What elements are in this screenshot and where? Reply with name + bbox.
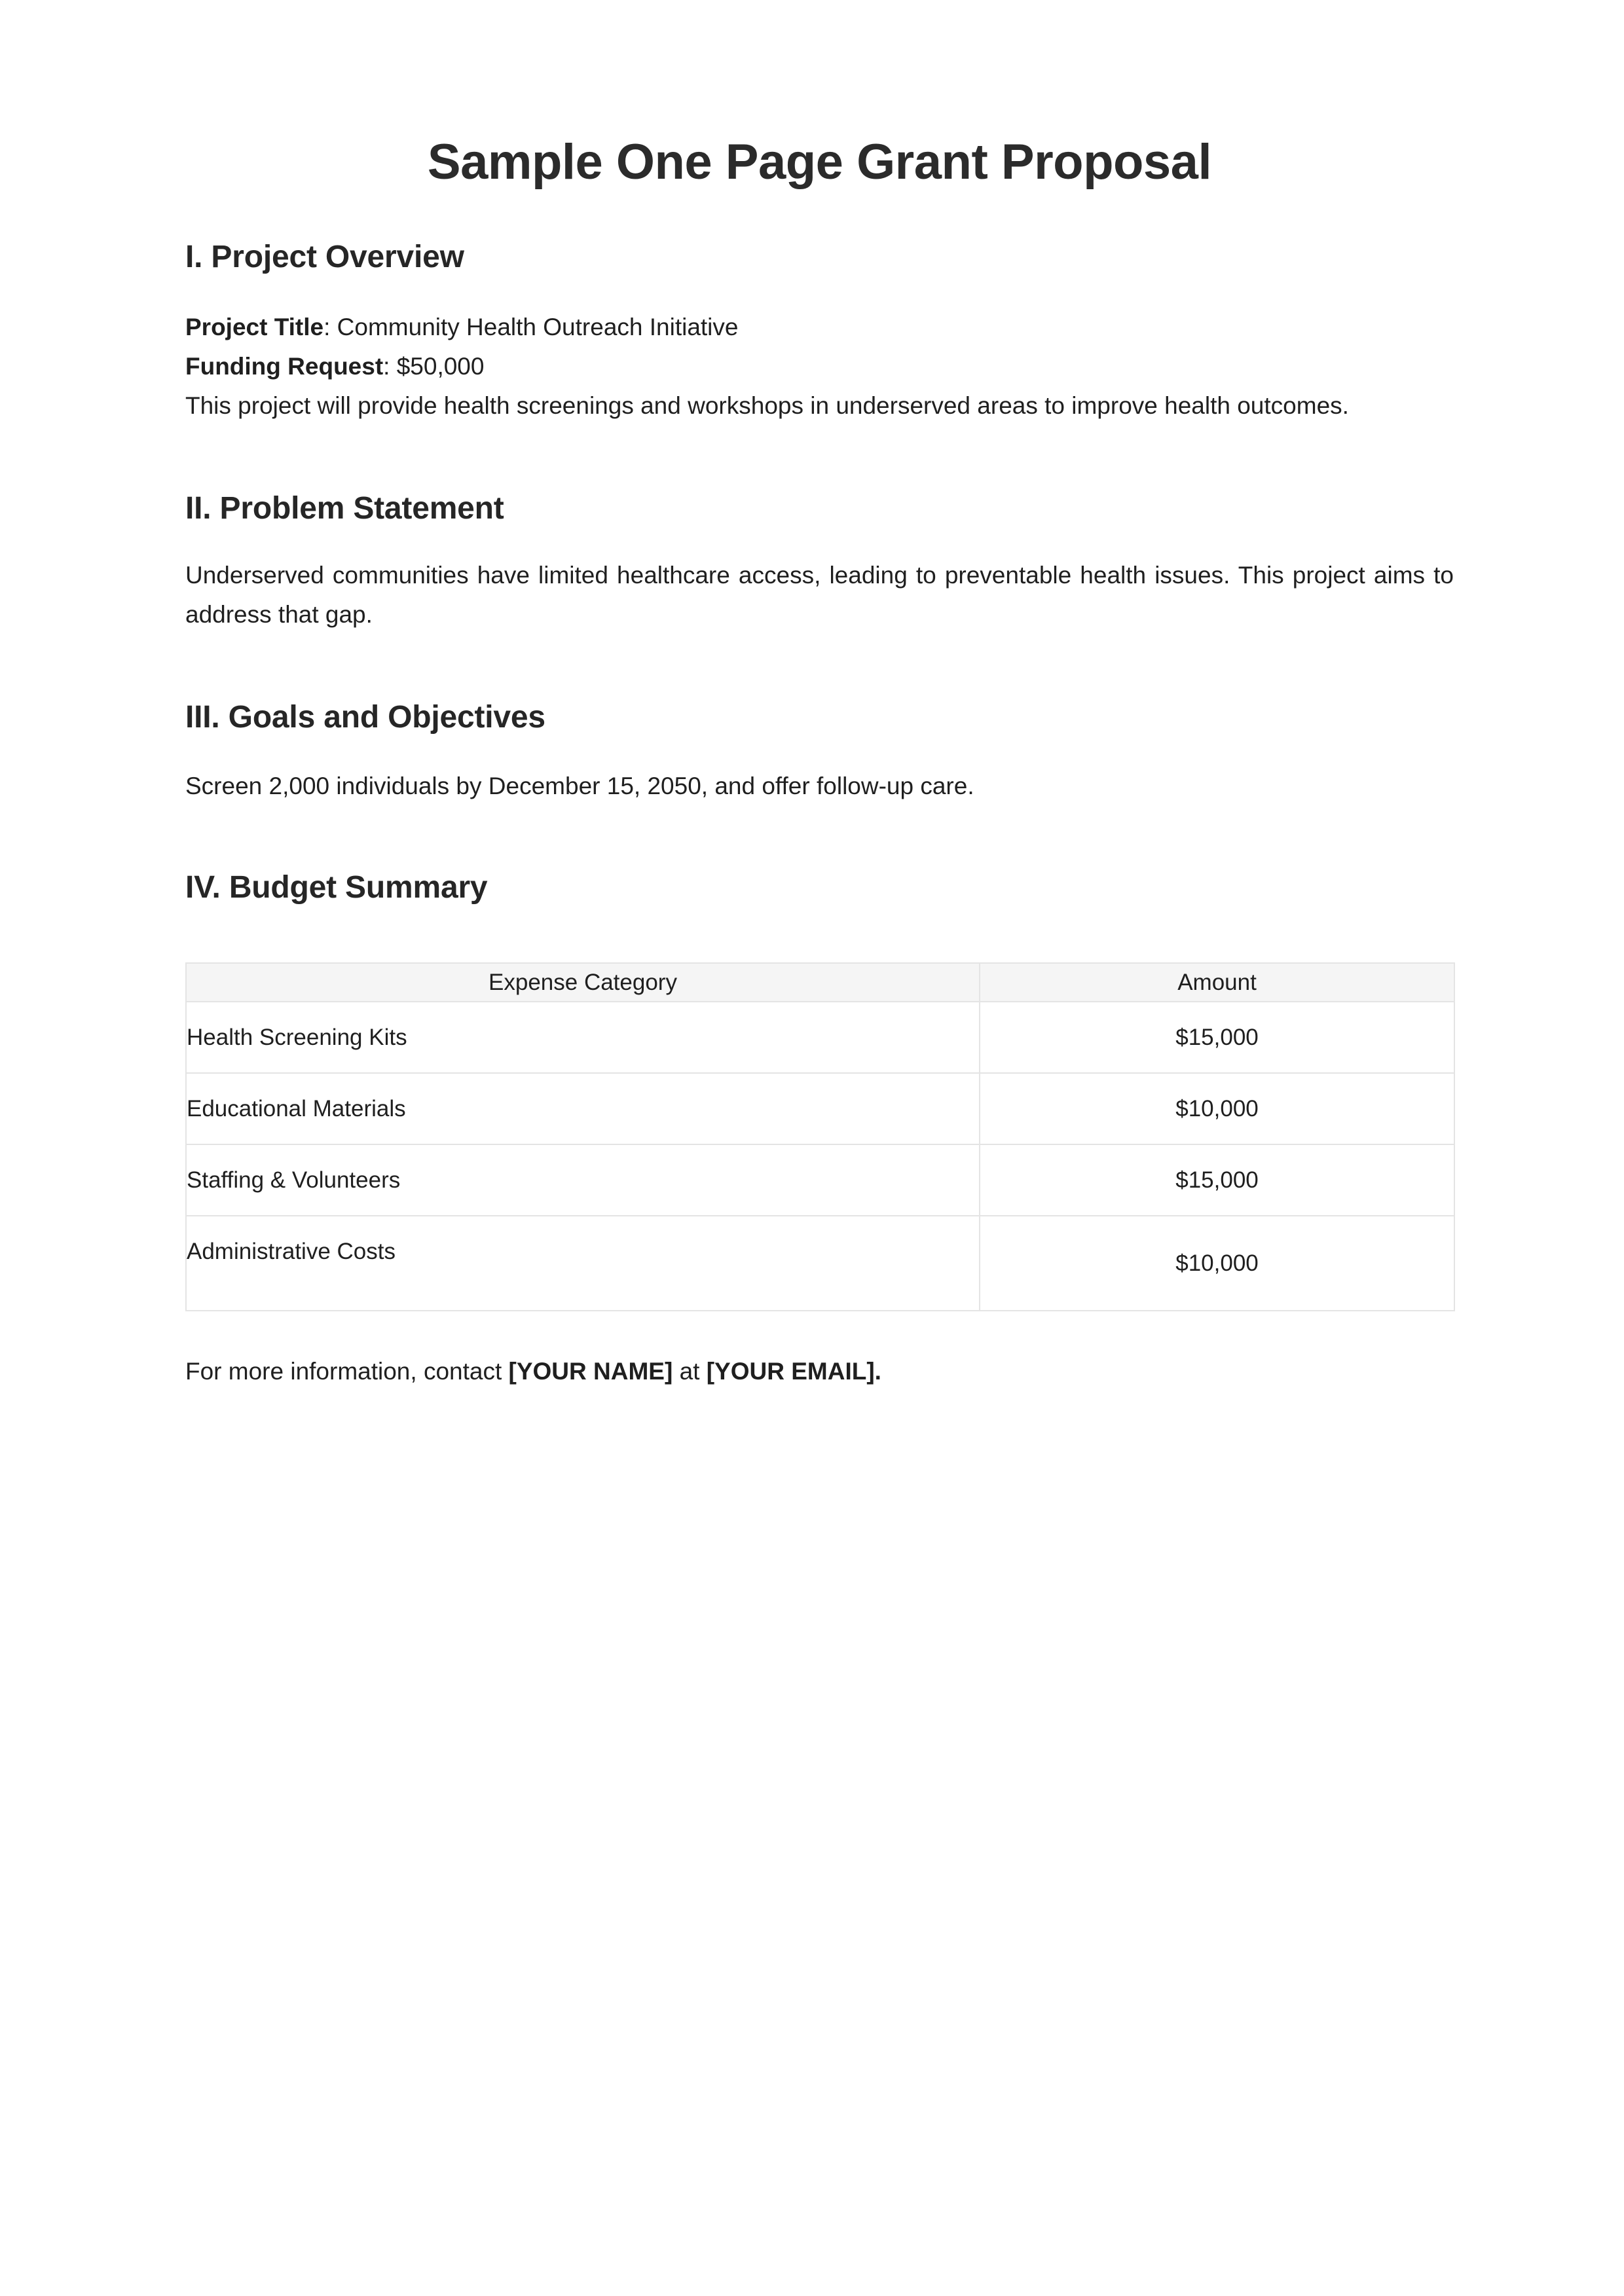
funding-request-value: $50,000	[396, 352, 485, 380]
your-name-placeholder: [YOUR NAME]	[508, 1358, 673, 1385]
budget-table-header	[186, 963, 1454, 1002]
table-row	[186, 1216, 1454, 1311]
your-email-placeholder: [YOUR EMAIL].	[706, 1358, 881, 1385]
amount-cell: $15,000	[980, 1002, 1454, 1073]
amount-cell: $15,000	[980, 1144, 1454, 1216]
problem-statement-paragraph: Underserved communities have limited healthcare access, leading to preventable health issues. This project aims to address that gap.	[185, 562, 1454, 629]
expense-category-cell: Educational Materials	[186, 1073, 980, 1144]
contact-prefix-text: For more information, contact	[185, 1358, 509, 1385]
document-content	[185, 0, 1454, 1391]
table-row	[186, 1073, 1454, 1144]
contact-information-line	[185, 1311, 1454, 1391]
contact-middle-text: at	[673, 1358, 707, 1385]
project-description-paragraph: This project will provide health screenings and workshops in underserved areas to improve health outcomes.	[185, 392, 1349, 419]
table-header-row	[186, 963, 1454, 1002]
project-title-label: Project Title	[185, 313, 324, 340]
project-overview-block	[185, 276, 1454, 426]
table-row	[186, 1002, 1454, 1073]
project-title-separator: :	[323, 313, 337, 340]
section-heading-project-overview: I. Project Overview	[185, 240, 464, 275]
expense-category-cell: Staffing & Volunteers	[186, 1144, 980, 1216]
project-title-line	[185, 308, 1454, 347]
column-header-expense-category: Expense Category	[186, 963, 980, 1002]
funding-request-line	[185, 347, 1454, 386]
section-heading-problem-statement: II. Problem Statement	[185, 490, 504, 526]
section-heading-budget-summary: IV. Budget Summary	[185, 869, 488, 905]
expense-category-cell: Health Screening Kits	[186, 1002, 980, 1073]
budget-summary-table	[185, 962, 1455, 1311]
amount-cell: $10,000	[980, 1073, 1454, 1144]
budget-table-body	[186, 1002, 1454, 1311]
section-heading-goals-objectives: III. Goals and Objectives	[185, 699, 545, 735]
page-title: Sample One Page Grant Proposal	[427, 134, 1212, 190]
problem-statement-block	[185, 527, 1454, 634]
goals-objectives-block	[185, 737, 1454, 806]
funding-request-label: Funding Request	[185, 352, 384, 380]
column-header-amount: Amount	[980, 963, 1454, 1002]
expense-category-cell: Administrative Costs	[186, 1216, 980, 1311]
goals-objectives-paragraph: Screen 2,000 individuals by December 15, 2050, and offer follow-up care.	[185, 772, 974, 799]
budget-table-container	[185, 906, 1454, 1311]
table-row	[186, 1144, 1454, 1216]
funding-request-separator: :	[383, 352, 397, 380]
project-title-value: Community Health Outreach Initiative	[337, 313, 739, 340]
amount-cell: $10,000	[980, 1216, 1454, 1311]
